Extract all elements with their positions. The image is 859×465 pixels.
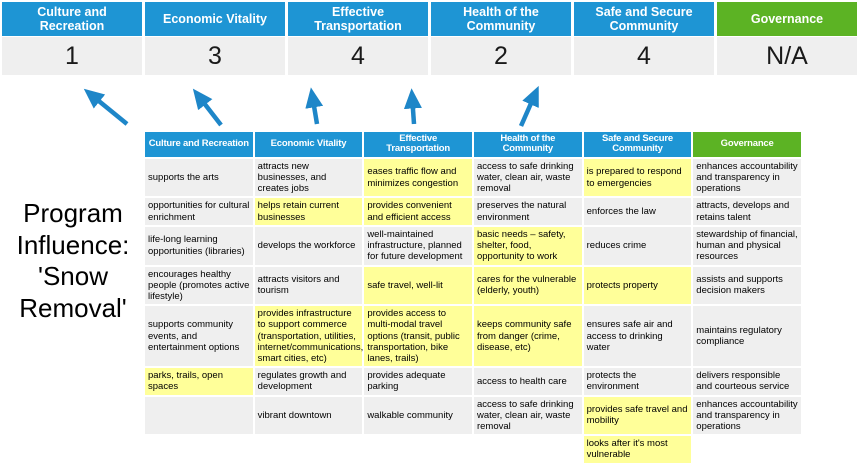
matrix-column-header: Economic Vitality xyxy=(255,132,363,157)
summary-score: 4 xyxy=(574,37,714,75)
matrix-cell: opportunities for cultural enrichment xyxy=(145,198,253,224)
matrix-cell: access to safe drinking water, clean air, waste removal xyxy=(474,159,582,197)
matrix-cell: delivers responsible and courteous service xyxy=(693,368,801,394)
matrix-cell: helps retain current businesses xyxy=(255,198,363,224)
influence-arrow-icon xyxy=(89,93,127,124)
matrix-cell: access to health care xyxy=(474,368,582,394)
matrix-column-header: Governance xyxy=(693,132,801,157)
matrix-cell: maintains regulatory compliance xyxy=(693,306,801,366)
summary-header: Safe and Secure Community xyxy=(574,2,714,36)
matrix-cell: encourages healthy people (promotes active lifestyle) xyxy=(145,267,253,305)
influence-arrow-icon xyxy=(197,94,221,125)
matrix-cell: parks, trails, open spaces xyxy=(145,368,253,394)
matrix-cell: preserves the natural environment xyxy=(474,198,582,224)
matrix-cell: provides access to multi-modal travel options (transit, public transportation, bike lanes, trails) xyxy=(364,306,472,366)
matrix-cell: supports the arts xyxy=(145,159,253,197)
matrix-cell: provides adequate parking xyxy=(364,368,472,394)
matrix-cell xyxy=(145,436,253,462)
matrix-cell: basic needs – safety, shelter, food, opportunity to work xyxy=(474,227,582,265)
summary-score: 2 xyxy=(431,37,571,75)
summary-score: N/A xyxy=(717,37,857,75)
matrix-column-header: Health of the Community xyxy=(474,132,582,157)
matrix-cell: access to safe drinking water, clean air, waste removal xyxy=(474,397,582,435)
matrix-cell: ensures safe air and access to drinking water xyxy=(584,306,692,366)
summary-column xyxy=(288,2,428,75)
summary-column xyxy=(717,2,857,75)
summary-header: Governance xyxy=(717,2,857,36)
matrix-row xyxy=(145,159,801,197)
matrix-cell: enforces the law xyxy=(584,198,692,224)
matrix-row xyxy=(145,306,801,366)
matrix-cell: enhances accountability and transparency in operations xyxy=(693,397,801,435)
matrix-cell: regulates growth and development xyxy=(255,368,363,394)
matrix-cell xyxy=(255,436,363,462)
matrix-cell: provides safe travel and mobility xyxy=(584,397,692,435)
matrix-cell: walkable community xyxy=(364,397,472,435)
matrix-row xyxy=(145,397,801,435)
matrix-cell: vibrant downtown xyxy=(255,397,363,435)
matrix-column-header: Safe and Secure Community xyxy=(584,132,692,157)
influence-matrix xyxy=(143,130,803,465)
program-label-line: 'Snow xyxy=(37,261,108,292)
matrix-cell: provides convenient and efficient access xyxy=(364,198,472,224)
summary-score: 4 xyxy=(288,37,428,75)
matrix-cell: develops the workforce xyxy=(255,227,363,265)
matrix-cell xyxy=(364,436,472,462)
matrix-cell: is prepared to respond to emergencies xyxy=(584,159,692,197)
summary-column xyxy=(145,2,285,75)
matrix-row xyxy=(145,368,801,394)
summary-score: 1 xyxy=(2,37,142,75)
influence-arrow-icon xyxy=(312,94,317,124)
matrix-row xyxy=(145,436,801,462)
influence-arrow-icon xyxy=(521,92,536,126)
influence-arrow-icon xyxy=(412,95,414,124)
matrix-cell: reduces crime xyxy=(584,227,692,265)
matrix-cell: attracts new businesses, and creates jobs xyxy=(255,159,363,197)
matrix-cell: attracts visitors and tourism xyxy=(255,267,363,305)
matrix-cell: life-long learning opportunities (libraries) xyxy=(145,227,253,265)
program-label-line: Removal' xyxy=(19,293,127,324)
matrix-cell xyxy=(145,397,253,435)
matrix-row xyxy=(145,227,801,265)
matrix-row xyxy=(145,267,801,305)
matrix-cell: assists and supports decision makers xyxy=(693,267,801,305)
summary-column xyxy=(2,2,142,75)
matrix-cell: safe travel, well-lit xyxy=(364,267,472,305)
program-label-line: Program xyxy=(23,198,123,228)
matrix-cell: eases traffic flow and minimizes congestion xyxy=(364,159,472,197)
matrix-cell: enhances accountability and transparency in operations xyxy=(693,159,801,197)
summary-banner xyxy=(2,2,857,75)
matrix-header-row xyxy=(145,132,801,157)
summary-score: 3 xyxy=(145,37,285,75)
matrix-cell: supports community events, and entertainment options xyxy=(145,306,253,366)
summary-column xyxy=(431,2,571,75)
matrix-cell: protects the environment xyxy=(584,368,692,394)
program-influence-label xyxy=(0,198,146,325)
matrix-column-header: Effective Transportation xyxy=(364,132,472,157)
matrix-row xyxy=(145,198,801,224)
summary-header: Effective Transportation xyxy=(288,2,428,36)
matrix-column-header: Culture and Recreation xyxy=(145,132,253,157)
matrix-cell: stewardship of financial, human and physical resources xyxy=(693,227,801,265)
matrix-cell: keeps community safe from danger (crime, disease, etc) xyxy=(474,306,582,366)
matrix-cell xyxy=(474,436,582,462)
summary-column xyxy=(574,2,714,75)
influence-arrows xyxy=(0,80,859,132)
matrix-cell: looks after it's most vulnerable xyxy=(584,436,692,462)
program-label-line: Influence: xyxy=(16,229,130,260)
summary-header: Economic Vitality xyxy=(145,2,285,36)
matrix-cell: well-maintained infrastructure, planned for future development xyxy=(364,227,472,265)
summary-header: Health of the Community xyxy=(431,2,571,36)
matrix-cell: cares for the vulnerable (elderly, youth) xyxy=(474,267,582,305)
summary-header: Culture and Recreation xyxy=(2,2,142,36)
matrix-cell: protects property xyxy=(584,267,692,305)
matrix-cell: attracts, develops and retains talent xyxy=(693,198,801,224)
matrix-cell xyxy=(693,436,801,462)
matrix-cell: provides infrastructure to support commerce (transportation, utilities, internet/communications, smart cities, etc) xyxy=(255,306,363,366)
